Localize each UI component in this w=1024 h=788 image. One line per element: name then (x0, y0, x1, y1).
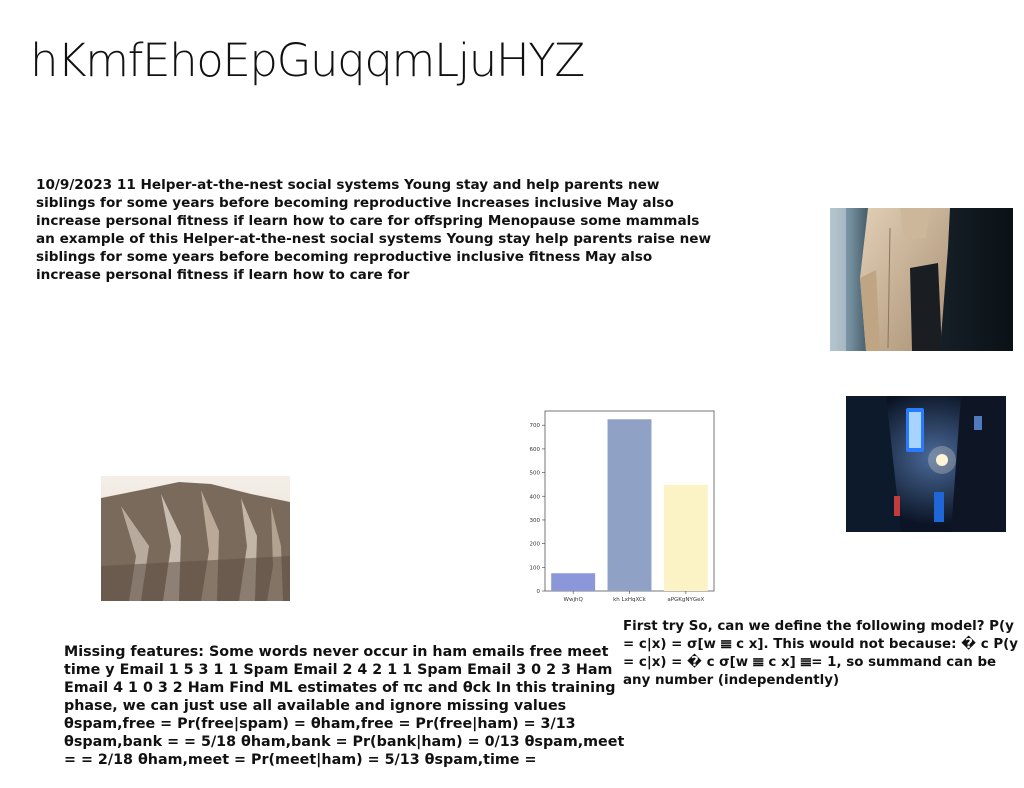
y-tick-label: 100 (529, 565, 540, 572)
page-title: hKmfEhoEpGuqqmLjuHYZ (30, 34, 584, 87)
bar-chart-svg (527, 404, 719, 604)
y-tick-label: 500 (529, 470, 540, 477)
bar-chart (527, 404, 719, 604)
y-tick-label: 400 (529, 494, 540, 501)
helper-at-nest-text: 10/9/2023 11 Helper-at-the-nest social systems Young stay and help parents new siblings for some years before becoming reproductive Increases inclusive May also increase personal fitness if learn how to care for offspring Menopause some mammals an example of this Helper-at-the-nest social systems Young stay help parents raise new siblings for some years before becoming reproductive inclusive fitness May also increase personal fitness if learn how to care for (36, 177, 712, 283)
bar-kh LxHqXCk (608, 419, 652, 591)
bar-aPGKgNYGeX (664, 485, 708, 591)
y-tick-label: 600 (529, 446, 540, 453)
bar-WwjhQ (551, 573, 595, 591)
y-tick-label: 200 (529, 541, 540, 548)
y-tick-label: 700 (529, 423, 540, 430)
x-tick-label: WwjhQ (563, 597, 583, 603)
person-in-jacket-photo (830, 208, 1013, 351)
y-tick-label: 300 (529, 517, 540, 524)
model-definition-text: First try So, can we define the following model? P(y = c|x) = σ[w 𝍣 c x]. This would not because: � c P(y = c|x) = � c σ[w 𝍣 c x] 𝍣= 1, so summand can be any number (independently) (623, 619, 1018, 688)
y-tick-label: 0 (536, 589, 540, 595)
x-tick-label: aPGKgNYGeX (667, 597, 705, 603)
night-alley-photo (846, 396, 1006, 532)
x-tick-label: kh LxHqXCk (613, 597, 646, 603)
volcanic-mountain-photo (101, 476, 290, 601)
missing-features-text: Missing features: Some words never occur in ham emails free meet time y Email 1 5 3 1 1 Spam Email 2 4 2 1 1 Spam Email 3 0 2 3 Ham Email 4 1 0 3 2 Ham Find ML estimates of πc and θck In this training phase, we can just use all available and ignore missing values θspam,free = Pr(free|spam) = θham,free = Pr(free|ham) = 3/13 θspam,bank = = 5/18 θham,bank = Pr(bank|ham) = 0/13 θspam,meet = = 2/18 θham,meet = Pr(meet|ham) = 5/13 θspam,time = (64, 644, 625, 768)
